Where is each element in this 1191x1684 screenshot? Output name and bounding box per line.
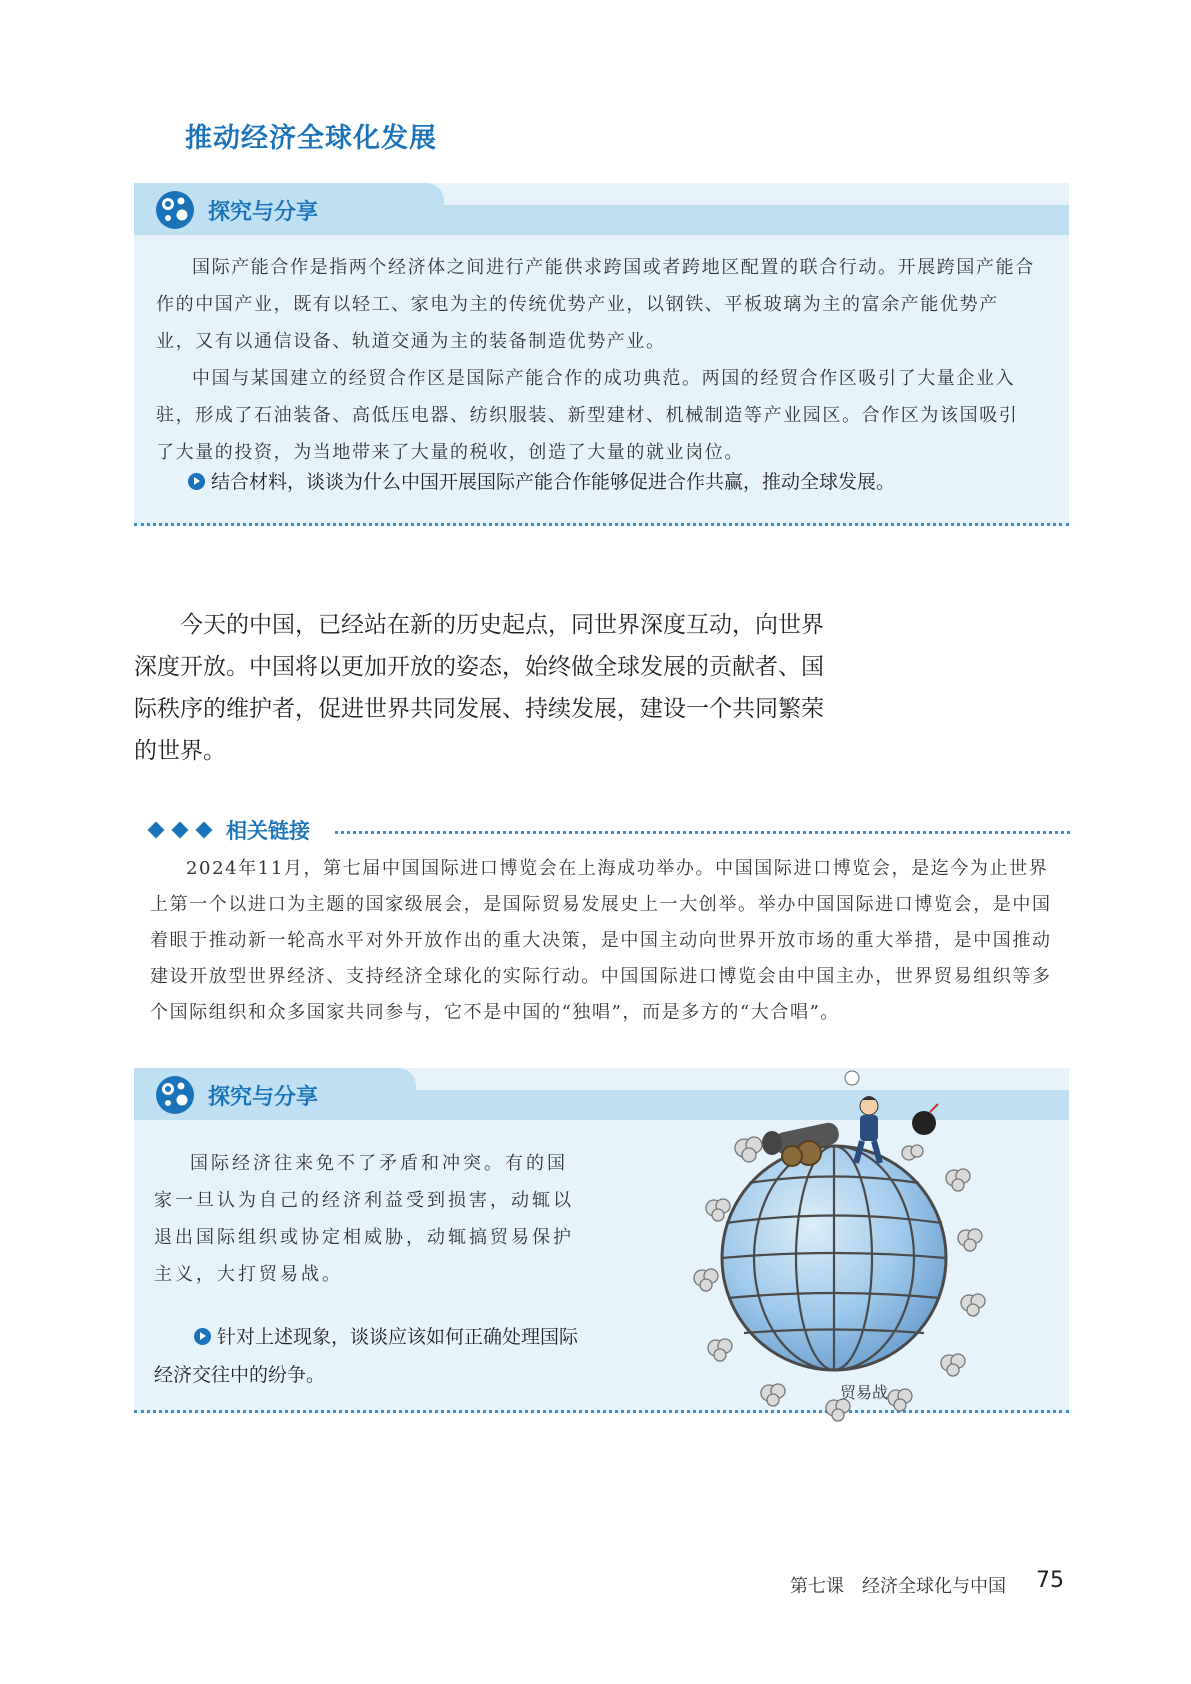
related-link-paragraph: 2024年11月，第七届中国国际进口博览会在上海成功举办。中国国际进口博览会，是迄今为止世界上第一个以进口为主题的国家级展会，是国际贸易发展史上一大创举。举办中国国际进口博览会，是中国着眼于推动新一轮高水平对外开放作出的重大决策，是中国主动向世界开放市场的重大举措，是中国推动建设开放型世界经济、支持经济全球化的实际行动。中国国际进口博览会由中国主办，世界贸易组织等多个国际组织和众多国家共同参与，它不是中国的“独唱”，而是多方的“大合唱”。 bbox=[150, 858, 1052, 1023]
explore-icon bbox=[154, 1074, 196, 1116]
box-label: 探究与分享 bbox=[208, 1085, 319, 1110]
box-question bbox=[188, 463, 1048, 501]
question-text: 针对上述现象，谈谈应该如何正确处理国际经济交往中的纷争。 bbox=[154, 1326, 579, 1386]
diamond-icon bbox=[196, 822, 213, 839]
box-paragraph: 中国与某国建立的经贸合作区是国际产能合作的成功典范。两国的经贸合作区吸引了大量企业入驻，形成了石油装备、高低压电器、纺织服装、新型建材、机械制造等产业园区。合作区为该国吸引了大量的投资，为当地带来了大量的税收，创造了大量的就业岗位。 bbox=[156, 368, 1019, 463]
box-body-text bbox=[154, 1145, 584, 1293]
arrow-circle-icon bbox=[194, 1328, 211, 1345]
related-link-text bbox=[150, 851, 1055, 1031]
box-label: 探究与分享 bbox=[208, 200, 319, 225]
box-paragraph: 国际经济往来免不了矛盾和冲突。有的国家一旦认为自己的经济利益受到损害，动辄以退出国际组织或协定相威胁，动辄搞贸易保护主义，大打贸易战。 bbox=[154, 1153, 574, 1285]
explore-share-box-1 bbox=[134, 183, 1069, 526]
question-text: 结合材料，谈谈为什么中国开展国际产能合作能够促进合作共赢，推动全球发展。 bbox=[211, 471, 896, 493]
related-link-label: 相关链接 bbox=[226, 819, 310, 843]
explore-icon bbox=[154, 189, 196, 231]
main-paragraph bbox=[134, 604, 834, 772]
main-paragraph-text: 今天的中国，已经站在新的历史起点，同世界深度互动，向世界深度开放。中国将以更加开放的姿态，始终做全球发展的贡献者、国际秩序的维护者，促进世界共同发展、持续发展，建设一个共同繁荣的世界。 bbox=[134, 612, 824, 764]
dotted-divider bbox=[335, 831, 1070, 834]
trade-war-illustration bbox=[674, 1048, 994, 1428]
diamond-icon bbox=[148, 822, 165, 839]
page-number: 75 bbox=[1036, 1568, 1064, 1593]
arrow-circle-icon bbox=[188, 473, 205, 490]
diamond-icon bbox=[172, 822, 189, 839]
box-question bbox=[154, 1318, 594, 1394]
related-link-header bbox=[150, 815, 1070, 845]
box-body-text bbox=[156, 249, 1036, 471]
cannonball-icon bbox=[912, 1111, 936, 1135]
box-tab-strip bbox=[434, 205, 1069, 235]
illustration-caption: 贸易战 bbox=[840, 1383, 889, 1402]
section-title: 推动经济全球化发展 bbox=[185, 123, 437, 154]
footer-lesson-title: 第七课 经济全球化与中国 bbox=[790, 1576, 1006, 1597]
box-paragraph: 国际产能合作是指两个经济体之间进行产能供求跨国或者跨地区配置的联合行动。开展跨国产能合作的中国产业，既有以轻工、家电为主的传统优势产业，以钢铁、平板玻璃为主的富余产能优势产业，又有以通信设备、轨道交通为主的装备制造优势产业。 bbox=[156, 257, 1035, 352]
explore-share-box-2 bbox=[134, 1068, 1069, 1413]
box-header bbox=[134, 183, 1069, 233]
